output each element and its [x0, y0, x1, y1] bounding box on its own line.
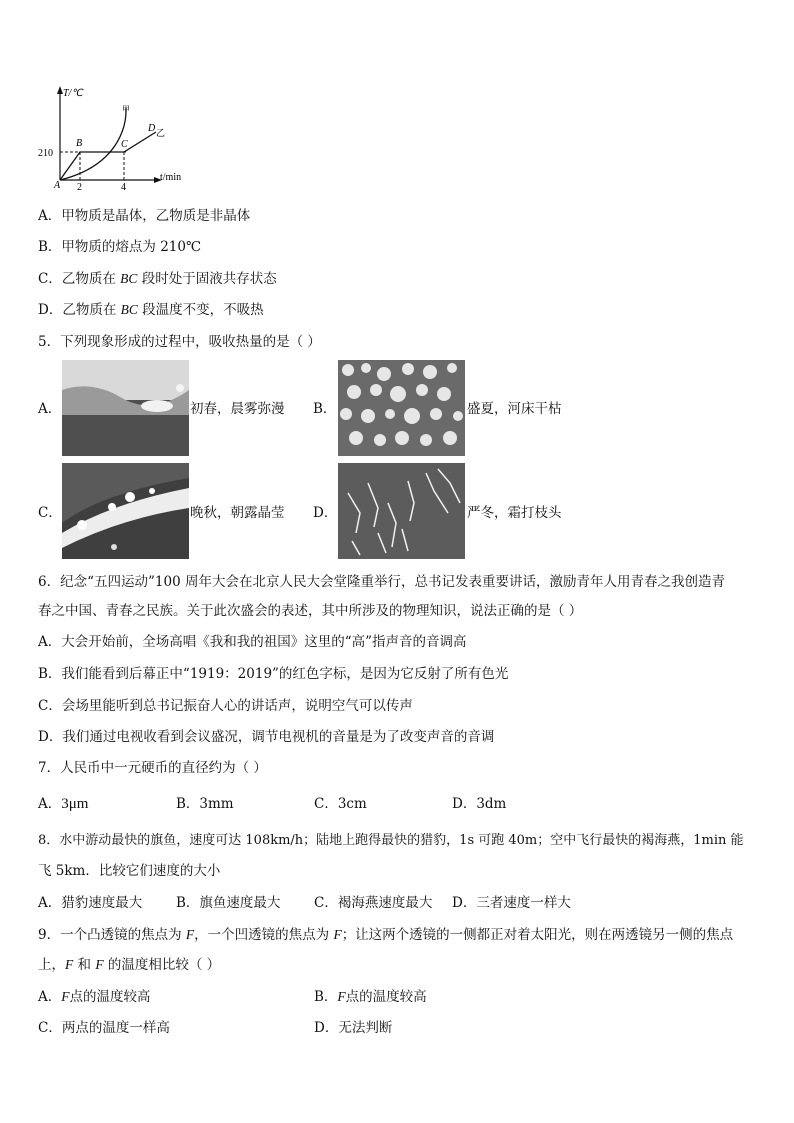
q8-option-c: C．褐海燕速度最大: [314, 895, 433, 911]
q4-option-c: [38, 270, 277, 288]
option-letter: B．: [38, 239, 62, 255]
x-tick-4: 4: [121, 182, 126, 193]
fog-photo: [62, 360, 189, 456]
q8-option-a: A．猎豹速度最大: [38, 895, 143, 911]
option-letter: C．: [38, 271, 62, 287]
frost-photo: [338, 463, 465, 559]
curve-yi: [60, 132, 156, 180]
option-text: 甲物质的熔点为 210℃: [61, 239, 202, 255]
q9-text: ；让这两个透镜的一侧都正对着太阳光，则在两透镜另一侧的焦点: [341, 927, 734, 943]
q5-stem: 5．下列现象形成的过程中，吸收热量的是（ ）: [38, 334, 321, 350]
q7-option-b: B．3mm: [176, 796, 234, 812]
q9-text: 和: [73, 957, 96, 973]
curve-jia: [60, 108, 126, 180]
q5-option-c-letter: C．: [38, 505, 62, 521]
q7-stem: 7．人民币中一元硬币的直径约为（ ）: [38, 760, 267, 776]
segment-bc: BC: [120, 302, 138, 317]
q7-option-d: D．3dm: [452, 796, 507, 812]
option-letter: B．: [314, 989, 338, 1005]
q6-option-a: A．大会开始前，全场高唱《我和我的祖国》这里的“高”指声音的音调高: [38, 634, 467, 650]
option-text: 段时处于固液共存状态: [137, 271, 277, 287]
q7-option-a: [38, 795, 88, 813]
option-letter: A．: [38, 796, 62, 812]
focus-f: F: [95, 957, 104, 972]
option-letter: A．: [38, 208, 62, 224]
focus-f: F: [333, 927, 342, 942]
q8-stem-line1: 8．水中游动最快的旗鱼，速度可达 108km/h；陆地上跑得最快的猎豹，1s 可跑 40m；空中飞行最快的褐海燕，1min 能: [38, 833, 744, 848]
label-jia: 甲: [122, 105, 130, 114]
q4-option-b: [38, 238, 201, 256]
q5-option-c-caption: 晚秋，朝露晶莹: [190, 505, 285, 521]
q6-stem-line2: 春之中国、青春之民族。关于此次盛会的表述，其中所涉及的物理知识，说法正确的是（ ）: [38, 603, 583, 619]
dew-photo: [62, 463, 189, 559]
q5-option-b-letter: B．: [313, 401, 337, 417]
q9-stem-line1: [38, 926, 733, 944]
label-yi: 乙: [156, 129, 166, 139]
point-d: D: [148, 123, 156, 134]
option-text: 乙物质在: [62, 302, 121, 318]
q8-stem-line2: 飞 5km．比较它们速度的大小: [38, 863, 221, 879]
point-b: B: [76, 138, 83, 149]
option-text: 点的温度较高: [345, 989, 427, 1005]
q9-option-d: D．无法判断: [314, 1020, 393, 1036]
q6-option-c: C．会场里能听到总书记振奋人心的讲话声，说明空气可以传声: [38, 698, 413, 714]
segment-bc: BC: [120, 271, 138, 286]
q9-option-b: [314, 988, 427, 1006]
focus-f: F: [337, 989, 346, 1004]
y-tick-210: 210: [38, 148, 53, 159]
q5-option-a-letter: A．: [38, 401, 62, 417]
q8-option-d: D．三者速度一样大: [452, 895, 571, 911]
q5-option-b-caption: 盛夏，河床干枯: [467, 401, 562, 417]
q6-stem-line1: 6．纪念“五四运动”100 周年大会在北京人民大会堂隆重举行，总书记发表重要讲话，激励青年人用青春之我创造青: [38, 574, 725, 590]
q5-option-a-caption: 初春，晨雾弥漫: [190, 401, 285, 417]
x-tick-2: 2: [77, 182, 82, 193]
focus-f: F: [65, 957, 74, 972]
option-text: 甲物质是晶体，乙物质是非晶体: [61, 208, 251, 224]
q5-option-d-letter: D．: [313, 505, 338, 521]
option-letter: D．: [38, 302, 63, 318]
q9-text: 的温度相比较（ ）: [103, 957, 221, 973]
q9-stem-line2: [38, 956, 220, 974]
q9-text: ，一个凹透镜的焦点为: [194, 927, 334, 943]
q4-option-d: [38, 301, 264, 319]
option-text: 乙物质在: [61, 271, 121, 287]
q6-option-b: B．我们能看到后幕正中“1919：2019”的红色字标，是因为它反射了所有色光: [38, 666, 509, 682]
focus-f: F: [185, 927, 195, 942]
option-text: 段温度不变，不吸热: [137, 302, 264, 318]
y-axis-label: T/℃: [63, 88, 83, 99]
x-axis-label: t/min: [160, 172, 182, 183]
option-text: 3μm: [61, 796, 89, 812]
q9-text: 9．一个凸透镜的焦点为: [38, 927, 186, 943]
q7-option-c: C．3cm: [314, 796, 367, 812]
q4-option-a: [38, 207, 250, 225]
dry-riverbed-photo: [338, 360, 465, 456]
q9-option-a: [38, 988, 151, 1006]
q9-text: 上，: [38, 957, 65, 973]
q9-option-c: C．两点的温度一样高: [38, 1020, 170, 1036]
q8-option-b: B．旗鱼速度最大: [176, 895, 281, 911]
point-c: C: [121, 139, 128, 150]
focus-f: F: [61, 989, 70, 1004]
temperature-time-graph: [38, 84, 198, 194]
q6-option-d: D．我们通过电视收看到会议盛况，调节电视机的音量是为了改变声音的音调: [38, 729, 495, 745]
q5-option-d-caption: 严冬，霜打枝头: [467, 505, 562, 521]
option-letter: A．: [38, 989, 62, 1005]
origin-label: A: [54, 180, 61, 191]
option-text: 点的温度较高: [69, 989, 151, 1005]
